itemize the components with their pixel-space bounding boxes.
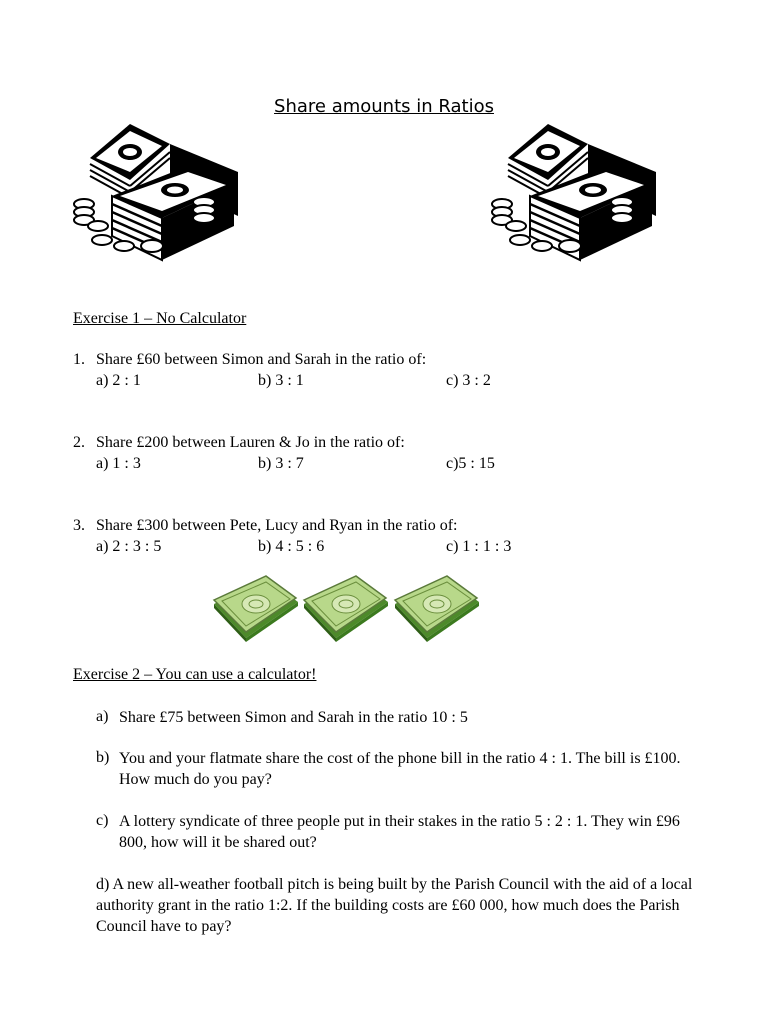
- option-a: a) 2 : 1: [96, 372, 141, 389]
- banknote-icon-1: [210, 574, 302, 644]
- exercise-2-heading: Exercise 2 – You can use a calculator!: [73, 666, 317, 683]
- banknote-icon-2: [300, 574, 392, 644]
- question-label: b): [96, 749, 110, 766]
- question-text: Share £60 between Simon and Sarah in the ratio of:: [96, 351, 427, 368]
- question-text: Share £200 between Lauren & Jo in the ratio of:: [96, 434, 405, 451]
- exercise-1-heading: Exercise 1 – No Calculator: [73, 310, 247, 327]
- question-label: a): [96, 708, 109, 725]
- option-c: c) 1 : 1 : 3: [446, 538, 512, 555]
- option-b: b) 3 : 1: [258, 372, 304, 389]
- question-text: A lottery syndicate of three people put in their stakes in the ratio 5 : 2 : 1. They win £96 800, how will it be shared out?: [119, 813, 680, 851]
- question-text: You and your flatmate share the cost of the phone bill in the ratio 4 : 1. The bill is £100. How much do you pay?: [119, 750, 681, 788]
- option-c: c)5 : 15: [446, 455, 495, 472]
- option-b: b) 4 : 5 : 6: [258, 538, 325, 555]
- money-stack-icon-left: [72, 122, 242, 267]
- question-number: 3.: [73, 517, 85, 534]
- option-a: a) 1 : 3: [96, 455, 141, 472]
- question-text: d) A new all-weather football pitch is being built by the Parish Council with the aid of a local authority grant in the ratio 1:2. If the building costs are £60 000, how much does the Parish Council have to pay?: [96, 876, 693, 935]
- option-b: b) 3 : 7: [258, 455, 304, 472]
- option-c: c) 3 : 2: [446, 372, 491, 389]
- page-title: Share amounts in Ratios: [274, 96, 494, 117]
- option-a: a) 2 : 3 : 5: [96, 538, 162, 555]
- question-text: Share £75 between Simon and Sarah in the ratio 10 : 5: [119, 709, 468, 726]
- question-text: Share £300 between Pete, Lucy and Ryan in the ratio of:: [96, 517, 458, 534]
- question-label: c): [96, 812, 109, 829]
- money-stack-icon-right: [490, 122, 660, 267]
- banknote-icon-3: [391, 574, 483, 644]
- question-number: 2.: [73, 434, 85, 451]
- question-number: 1.: [73, 351, 85, 368]
